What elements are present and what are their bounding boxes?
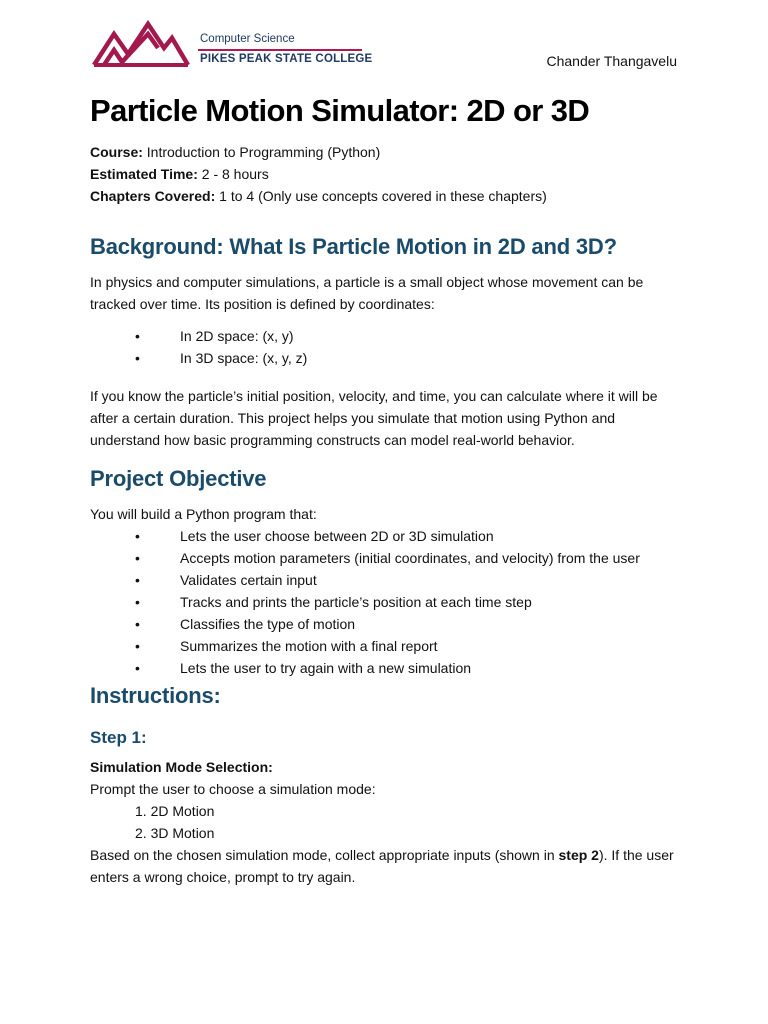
document-title: Particle Motion Simulator: 2D or 3D bbox=[90, 93, 590, 128]
meta-course-label: Course: bbox=[90, 144, 143, 160]
bullet-icon: • bbox=[135, 594, 140, 610]
list-item-text: Lets the user choose between 2D or 3D simulation bbox=[180, 528, 494, 544]
list-item-text: In 3D space: (x, y, z) bbox=[180, 350, 308, 366]
list-item bbox=[90, 325, 307, 347]
instructions-heading: Instructions: bbox=[90, 683, 221, 708]
list-item bbox=[90, 657, 640, 679]
bullet-icon: • bbox=[135, 528, 140, 544]
list-item: 2. 3D Motion bbox=[135, 825, 215, 841]
coordinate-list bbox=[90, 325, 307, 369]
logo-divider bbox=[198, 49, 362, 51]
meta-course bbox=[90, 141, 547, 163]
course-meta bbox=[90, 141, 547, 207]
list-item-text: Summarizes the motion with a final report bbox=[180, 638, 438, 654]
list-item-text: Validates certain input bbox=[180, 572, 317, 588]
bullet-icon: • bbox=[135, 638, 140, 654]
objective-intro: You will build a Python program that: bbox=[90, 506, 317, 522]
step1-final-paragraph bbox=[90, 844, 678, 888]
bullet-icon: • bbox=[135, 616, 140, 632]
list-item bbox=[90, 547, 640, 569]
list-item bbox=[90, 347, 307, 369]
author-name: Chander Thangavelu bbox=[546, 53, 677, 69]
bullet-icon: • bbox=[135, 550, 140, 566]
list-item bbox=[90, 613, 640, 635]
final-text-pre: Based on the chosen simulation mode, collect appropriate inputs (shown in bbox=[90, 847, 559, 863]
meta-time bbox=[90, 163, 547, 185]
mode-prompt-text: Prompt the user to choose a simulation mode: bbox=[90, 781, 376, 797]
list-item bbox=[90, 525, 640, 547]
bullet-icon: • bbox=[135, 328, 140, 344]
meta-time-value: 2 - 8 hours bbox=[197, 166, 269, 182]
college-logo bbox=[92, 20, 373, 68]
meta-course-value: Introduction to Programming (Python) bbox=[142, 144, 381, 160]
logo-department-text: Computer Science bbox=[200, 33, 295, 45]
meta-chapters-value: 1 to 4 (Only use concepts covered in these chapters) bbox=[215, 188, 547, 204]
meta-chapters bbox=[90, 185, 547, 207]
logo-college-name: PIKES PEAK STATE COLLEGE bbox=[200, 53, 373, 65]
step1-heading: Step 1: bbox=[90, 728, 147, 747]
background-paragraph-2: If you know the particle’s initial position, velocity, and time, you can calculate where it will be after a certain duration. This project helps you simulate that motion using Python and understand how basic programming constructs can model real-world behavior. bbox=[90, 388, 658, 448]
list-item bbox=[90, 569, 640, 591]
list-item-text: Classifies the type of motion bbox=[180, 616, 356, 632]
mode-selection-heading: Simulation Mode Selection: bbox=[90, 759, 273, 775]
objective-heading: Project Objective bbox=[90, 466, 267, 491]
bullet-icon: • bbox=[135, 660, 140, 676]
list-item bbox=[90, 635, 640, 657]
final-text-bold: step 2 bbox=[558, 847, 599, 863]
meta-time-label: Estimated Time: bbox=[90, 166, 198, 182]
list-item-text: Tracks and prints the particle’s position at each time step bbox=[180, 594, 532, 610]
mode-options-list bbox=[90, 800, 214, 844]
objective-list bbox=[90, 525, 640, 679]
list-item-text: Lets the user to try again with a new simulation bbox=[180, 660, 472, 676]
mountain-logo-icon bbox=[92, 20, 190, 68]
list-item: 1. 2D Motion bbox=[135, 803, 215, 819]
bullet-icon: • bbox=[135, 350, 140, 366]
background-heading: Background: What Is Particle Motion in 2D and 3D? bbox=[90, 234, 617, 259]
list-item-text: In 2D space: (x, y) bbox=[180, 328, 294, 344]
meta-chapters-label: Chapters Covered: bbox=[90, 188, 216, 204]
list-item bbox=[90, 591, 640, 613]
bullet-icon: • bbox=[135, 572, 140, 588]
final-text-post: ). If the user enters a wrong choice, prompt to try again. bbox=[90, 847, 674, 885]
background-paragraph-1: In physics and computer simulations, a particle is a small object whose movement can be tracked over time. Its position is defined by coordinates: bbox=[90, 274, 644, 312]
list-item-text: Accepts motion parameters (initial coordinates, and velocity) from the user bbox=[180, 550, 640, 566]
